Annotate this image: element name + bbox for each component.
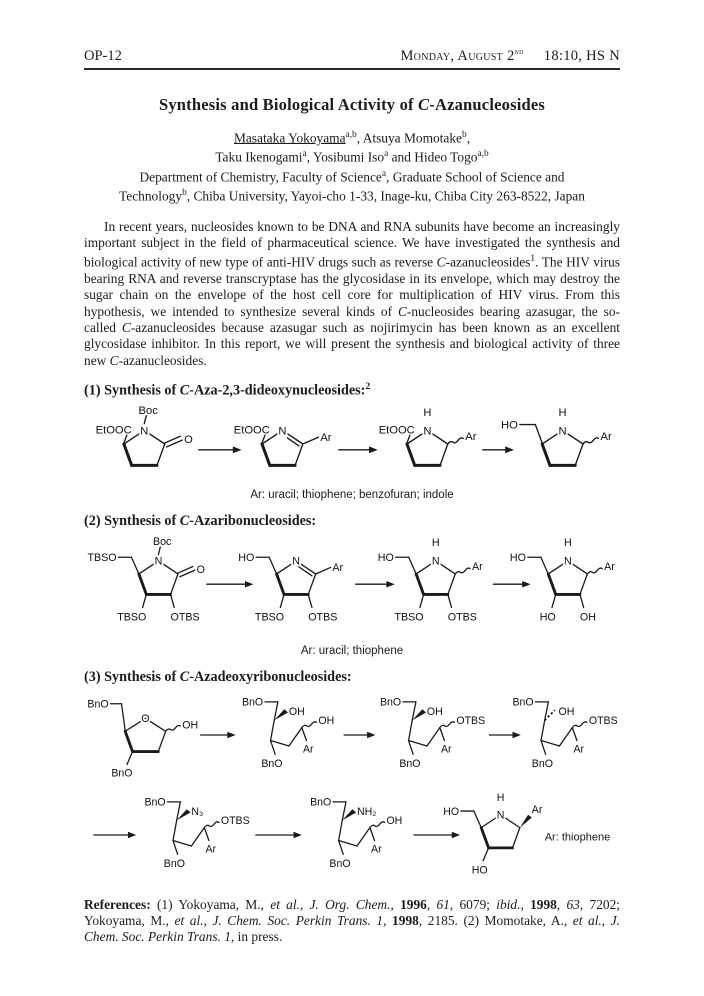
abstract-paragraph [84, 219, 620, 369]
session-date-suffix: nd [514, 46, 524, 56]
label-bno: BnO [144, 796, 166, 809]
author-name: Taku Ikenogami [215, 149, 303, 165]
label-otbs: OTBS [588, 714, 618, 727]
label-h: H [431, 536, 440, 549]
references-paragraph [84, 897, 620, 946]
label-oh: OH [426, 705, 443, 718]
paper-id: OP-12 [84, 47, 122, 64]
structure-tbs-lactam [87, 536, 204, 623]
label-ho: HO [377, 551, 394, 564]
affiliation-text: , Chiba University, Yayoi-cho 1-33, Inage-ku, Chiba City 263-8522, Japan [186, 188, 585, 204]
reference-year: 1998 [530, 896, 557, 912]
presenting-author: Masataka Yokoyama [233, 130, 346, 146]
title-text: Synthesis and Biological Activity of [158, 94, 419, 114]
author-name: and Hideo Togo [388, 149, 478, 165]
label-ho: HO [443, 805, 460, 818]
italic-c: C [436, 254, 446, 270]
reaction-arrow [483, 446, 514, 453]
heading-text: (3) Synthesis of [84, 668, 180, 685]
label-bno: BnO [163, 857, 185, 870]
reference-volume: 63 [566, 896, 580, 912]
label-ho: HO [509, 551, 526, 564]
reference-text: , 7202; Yokoyama, M., [84, 896, 620, 928]
reference-text: , in press. [230, 929, 283, 945]
reaction-arrow [94, 831, 136, 837]
label-ar: Ar [371, 843, 382, 856]
title-italic-c: C [418, 94, 430, 114]
affiliation-text: Technology [119, 188, 183, 204]
reference-year: 1998 [392, 912, 419, 928]
reference-text: , 2185. (2) Momotake, A., [418, 912, 573, 928]
reaction-arrow [201, 731, 236, 737]
label-n: N [140, 424, 149, 437]
label-oh: OH [318, 714, 335, 727]
reference-superscript: 2 [365, 380, 371, 392]
abstract-text: -nucleosides bearing azasugar, the so-called [84, 303, 620, 335]
reference-superscript: 1 [530, 254, 536, 265]
section-heading-2 [84, 513, 620, 530]
label-tbso: TBSO [254, 611, 285, 624]
abstract-text: In recent years, nucleosides known to be DNA and RNA subunits have become an increasingly important subject in the field of pharmaceutical science. We have investigated the synthesis and biological activity of new type of anti-HIV drugs such as reverse [84, 218, 620, 270]
reference-volume: 61 [436, 896, 450, 912]
affiliation-text: Department of Chemistry, Faculty of Science [139, 169, 382, 185]
abstract-text: -azanucleosides. [118, 352, 207, 368]
abstract-text: -azanucleosides because azasugar such as nojirimycin has been known as an excellent glycosidase inhibitor. In this report, we will present the synthesis and biological activity of three new [84, 319, 620, 368]
label-h: H [423, 406, 432, 419]
structure-open-chain-epimer [512, 696, 617, 770]
section-heading-1 [84, 381, 620, 400]
label-ho: HO [238, 551, 255, 564]
scheme-1-figure [84, 403, 620, 490]
label-o: O [184, 433, 193, 446]
session-info [400, 46, 620, 65]
label-bno: BnO [329, 857, 351, 870]
heading-italic-c: C [179, 382, 190, 399]
scheme-3-row2-diagram [84, 789, 619, 881]
reaction-arrow [490, 731, 521, 737]
label-ar: Ar [600, 430, 612, 443]
reaction-arrow [493, 581, 530, 588]
heading-italic-c: C [179, 668, 190, 685]
reference-journal: J. Chem. Soc. Perkin Trans. 1 [212, 912, 384, 928]
reaction-arrow [339, 446, 378, 453]
structure-nh-pyrrolidine-triol [510, 537, 615, 623]
references-label: References: [84, 896, 151, 912]
label-bno: BnO [310, 796, 332, 809]
affil-sup: a,b [477, 149, 489, 160]
session-date: Monday, August 2 [400, 47, 515, 64]
heading-text: -Azadeoxyribonucleosides: [189, 668, 352, 685]
author-name: , Atsuya Momotake [356, 130, 462, 146]
affil-sup: a [302, 149, 307, 160]
reference-text: , [556, 896, 567, 912]
label-o: O [196, 563, 205, 576]
label-bno: BnO [242, 696, 264, 709]
scheme-2-caption: Ar: uracil; thiophene [300, 644, 404, 657]
reference-text: , [601, 912, 611, 928]
scheme-1-diagram [84, 403, 619, 485]
label-otbs: OTBS [220, 814, 250, 827]
label-h: H [563, 536, 572, 549]
label-nh2: NH₂ [357, 805, 377, 818]
label-ho: HO [539, 611, 556, 624]
italic-c: C [121, 319, 131, 335]
label-ho: HO [471, 864, 488, 877]
structure-imine-ar [234, 424, 332, 465]
structure-azide-otbs [144, 796, 249, 870]
affiliation-line-1 [84, 166, 620, 185]
reaction-arrow [207, 581, 254, 588]
reaction-arrow [356, 581, 395, 588]
reference-journal: J. Chem. Soc. Perkin Trans. 1 [84, 912, 620, 945]
structure-open-chain-otbs [380, 696, 485, 770]
reference-year: 1996 [400, 896, 427, 912]
reference-journal: J. Org. Chem. [309, 896, 391, 912]
label-boc: Boc [138, 404, 158, 417]
label-tbso: TBSO [394, 611, 424, 624]
reference-text: , [426, 896, 437, 912]
label-bno: BnO [111, 766, 133, 779]
scheme-2-figure [84, 533, 620, 646]
reference-text: , [383, 912, 393, 928]
label-ar: Ar [471, 560, 483, 573]
affil-sup: b [182, 188, 187, 199]
abstract-text: -azanucleosides [445, 254, 531, 270]
section-heading-3 [84, 669, 620, 686]
reference-text: , [203, 912, 213, 928]
label-otbs: OTBS [308, 611, 338, 624]
label-ar: Ar [531, 803, 543, 816]
reference-ibid: ibid. [496, 896, 521, 912]
label-n: N [292, 555, 300, 568]
label-otbs: OTBS [456, 714, 486, 727]
author-line-punct: , [466, 130, 471, 146]
reference-text: , 6079; [449, 896, 497, 912]
author-name: , Yosibumi Iso [306, 149, 385, 165]
reference-etal: et al. [174, 912, 204, 928]
label-bno: BnO [512, 696, 534, 709]
label-ar: Ar [302, 743, 314, 756]
scheme-3-row1-diagram [84, 689, 619, 781]
italic-c: C [397, 303, 407, 319]
affiliation-text: , Graduate School of Science and [386, 169, 565, 185]
author-line-2 [84, 146, 620, 165]
label-tbso: TBSO [87, 551, 117, 564]
label-otbs: OTBS [447, 611, 477, 624]
label-n3: N₃ [191, 805, 204, 818]
page-header [84, 46, 620, 70]
label-ar: Ar [332, 561, 344, 574]
label-bno: BnO [399, 757, 421, 770]
abstract-text: . The HIV virus bearing RNA and reverse transcryptase has the glycosidase in its envelope, which may destroy the sugar chain on the envelope of the host cell core for multiplication of HIV virus. From this hypothesis, we intended to synthesize several kinds of [84, 254, 620, 319]
label-n: N [558, 424, 567, 437]
label-ar: Ar [604, 560, 615, 573]
structure-nh-pyrrolidine-tbs [378, 537, 483, 623]
label-n: N [154, 555, 163, 568]
label-ar: Ar [205, 843, 217, 856]
label-etooc: EtOOC [378, 423, 415, 436]
italic-c: C [109, 352, 119, 368]
label-bno: BnO [531, 757, 553, 770]
label-oh: OH [386, 814, 403, 827]
author-line-1 [84, 127, 620, 146]
reference-etal: et al. [572, 912, 602, 928]
label-h: H [558, 406, 567, 419]
scheme-3-figure-row1 [84, 689, 620, 786]
reference-text: , [520, 896, 531, 912]
heading-text: -Azaribonucleosides: [189, 512, 317, 529]
reference-text: , [390, 896, 401, 912]
structure-hydroxymethyl-pyrrolidine [501, 406, 612, 465]
label-tbso: TBSO [117, 611, 147, 624]
scheme-2-diagram [84, 533, 619, 641]
label-oh: OH [579, 611, 596, 624]
structure-benzyl-furanose [87, 698, 198, 779]
label-oh: OH [182, 719, 199, 732]
scheme-3-caption: Ar: thiophene [544, 831, 611, 844]
reference-text: (1) Yokoyama, M., [150, 896, 271, 912]
label-oh: OH [288, 705, 305, 718]
label-n: N [278, 424, 287, 437]
label-ar: Ar [440, 743, 452, 756]
label-h: H [496, 791, 505, 804]
scheme-3-figure-row2 [84, 789, 620, 886]
reaction-arrow [199, 446, 242, 453]
label-n: N [496, 809, 505, 822]
label-etooc: EtOOC [95, 423, 132, 436]
structure-nh-pyrrolidine-etooc [379, 406, 477, 465]
label-ar: Ar [320, 431, 332, 444]
label-etooc: EtOOC [233, 423, 270, 436]
heading-text: -Aza-2,3-dideoxynucleosides: [189, 382, 366, 399]
affil-sup: b [462, 129, 467, 140]
heading-italic-c: C [179, 512, 190, 529]
label-ar: Ar [573, 743, 585, 756]
structure-nboc-lactam [96, 404, 194, 465]
structure-imine-diol-tbs [238, 552, 343, 624]
heading-text: (2) Synthesis of [84, 512, 180, 529]
label-ar: Ar [465, 430, 477, 443]
label-ho: HO [501, 419, 518, 432]
affil-sup: a [384, 149, 389, 160]
label-o: O [141, 712, 150, 725]
label-n: N [423, 424, 432, 437]
label-boc: Boc [152, 535, 172, 548]
scheme-1-caption: Ar: uracil; thiophene; benzofuran; indole [250, 488, 454, 501]
label-otbs: OTBS [170, 611, 200, 624]
affiliation-line-2 [84, 185, 620, 204]
author-block [84, 127, 620, 205]
affil-sup: a [381, 168, 386, 179]
reaction-arrow [344, 731, 375, 737]
reaction-arrow [414, 831, 460, 837]
label-n: N [431, 555, 440, 568]
label-oh: OH [558, 705, 575, 718]
reaction-arrow [256, 831, 302, 837]
title-text-post: -Azanucleosides [429, 94, 546, 114]
heading-text: (1) Synthesis of [84, 382, 180, 399]
label-bno: BnO [380, 696, 402, 709]
session-time-location: 18:10, HS N [543, 47, 620, 64]
reference-text: , [299, 896, 310, 912]
page-title [84, 95, 620, 115]
label-bno: BnO [87, 697, 109, 710]
label-n: N [563, 555, 572, 568]
structure-open-chain-diol [242, 696, 334, 770]
label-bno: BnO [261, 757, 283, 770]
reference-etal: et al. [270, 896, 300, 912]
affil-sup: a,b [345, 129, 357, 140]
structure-amine-alcohol [310, 796, 402, 870]
